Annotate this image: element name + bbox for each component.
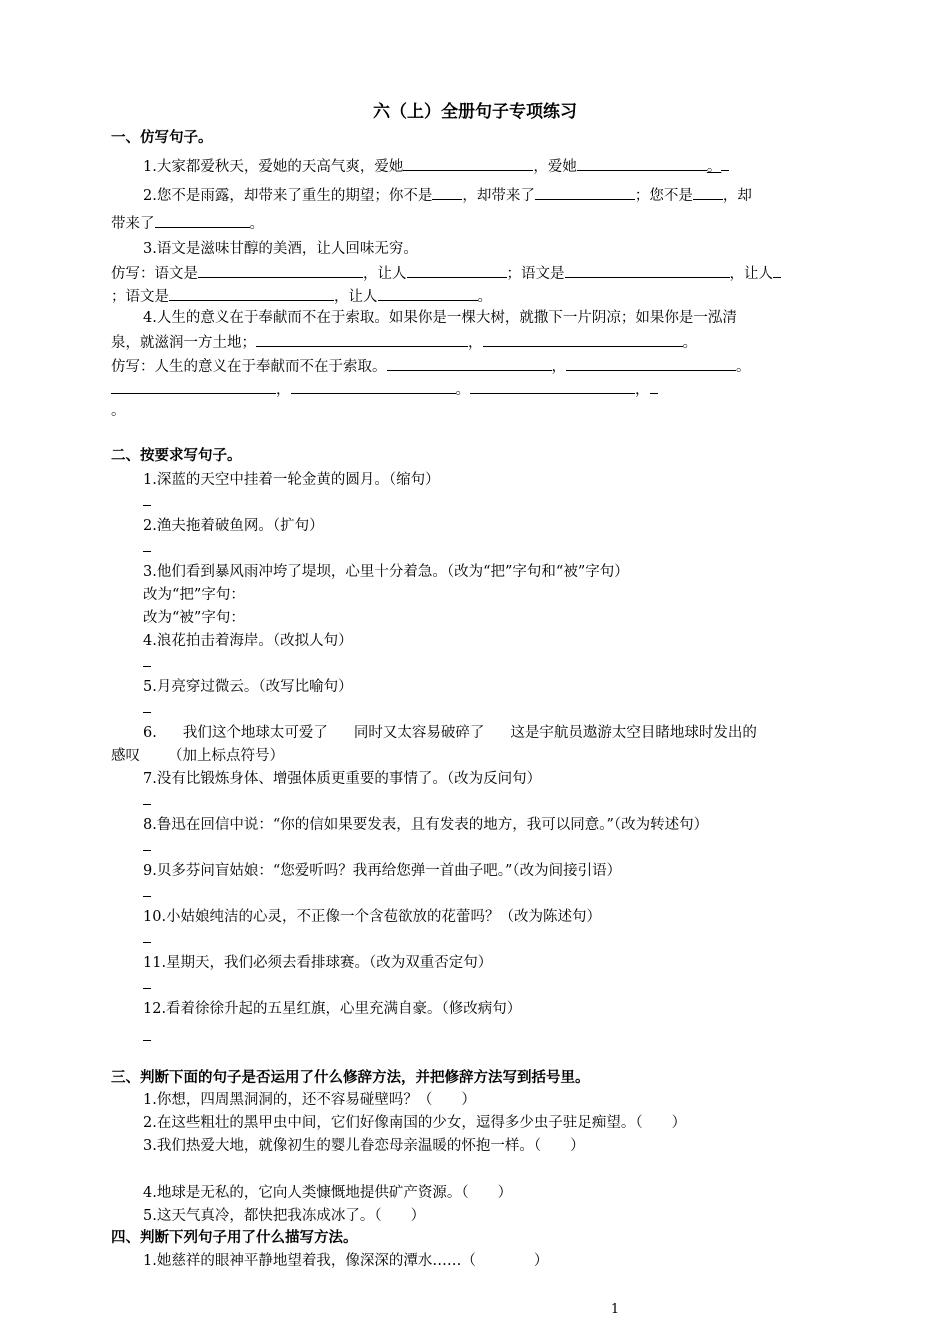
answer-blank[interactable] [378,285,478,301]
s2-q7: 7.没有比锻炼身体、增强体质更重要的事情了。（改为反问句） [143,771,542,787]
s2-q12: 12.看着徐徐升起的五星红旗，心里充满自豪。（修改病句） [143,1001,522,1017]
answer-blank[interactable] [470,378,635,394]
answer-blank[interactable] [535,184,635,200]
s3-q2: 2.在这些粗壮的黑甲虫中间，它们好像南国的少女，逗得多少虫子驻足痴望。（ ） [143,1115,687,1131]
s1-q4: 4.人生的意义在于奉献而不在于索取。如果你是一棵大树，就撒下一片阴凉；如果你是一泓清 [143,310,737,326]
answer-blank[interactable] [407,262,507,278]
s4-q1: 1.她慈祥的眼神平静地望着我，像深深的潭水……（ ） [143,1253,549,1269]
s2-q3: 3.他们看到暴风雨冲垮了堤坝，心里十分着急。（改为“把”字句和“被”字句） [143,564,629,580]
s3-q3: 3.我们热爱大地，就像初生的婴儿眷恋母亲温暖的怀抱一样。（ ） [143,1138,585,1154]
answer-blank[interactable] [256,331,468,347]
s1-q3-imitation-1: 仿写：语文是 ，让人 ；语文是 ，让人 [111,262,781,284]
answer-blank[interactable] [483,331,683,347]
answer-blank[interactable] [773,262,781,278]
answer-blank[interactable] [291,378,456,394]
answer-line[interactable] [143,804,151,805]
s2-q11: 11.星期天，我们必须去看排球赛。（改为双重否定句） [143,955,493,971]
s2-q2: 2.渔夫拖着破鱼网。（扩句） [143,518,324,534]
s1-q3: 3.语文是滋味甘醇的美酒，让人回味无穷。 [143,241,418,257]
s1-q4-end: 。 [111,403,126,419]
page-number: 1 [610,1302,620,1317]
answer-blank[interactable] [650,378,658,394]
answer-blank[interactable] [169,285,334,301]
answer-line[interactable] [143,551,151,552]
answer-blank[interactable] [111,378,276,394]
section-3-heading: 三、判断下面的句子是否运用了什么修辞方法，并把修辞方法写到括号里。 [111,1070,590,1086]
answer-line[interactable] [143,1040,151,1041]
s1-q4-imitation-2: ， 。 ， [111,378,658,400]
section-4-heading: 四、判断下列句子用了什么描写方法。 [111,1230,358,1246]
s2-q9: 9.贝多芬问盲姑娘：“您爱听吗？我再给您弹一首曲子吧。”（改为间接引语） [143,863,622,879]
s1-q1: 1.大家都爱秋天，爱她的天高气爽，爱她 ，爱她 。 [143,155,729,177]
answer-blank[interactable] [198,262,363,278]
answer-line[interactable] [143,712,151,713]
answer-blank[interactable] [387,355,552,371]
answer-line[interactable] [143,850,151,851]
s1-q4-imitation-1: 仿写：人生的意义在于奉献而不在于索取。 ， 。 [111,355,751,377]
s1-q3-imitation-2: ；语文是 ，让人 。 [111,285,492,307]
answer-line[interactable] [143,988,151,989]
answer-blank[interactable] [693,184,723,200]
answer-blank[interactable] [577,155,707,171]
answer-line[interactable] [143,942,151,943]
answer-blank[interactable] [155,212,250,228]
answer-blank[interactable] [432,184,462,200]
section-1-heading: 一、仿写句子。 [111,130,213,146]
s1-q2: 2.您不是雨露，却带来了重生的期望；你不是 ，却带来了 ；您不是 ，却 [143,184,752,206]
answer-blank[interactable] [721,155,729,171]
s2-q3-ba: 改为“把”字句： [143,587,245,603]
page-title: 六（上）全册句子专项练习 [373,102,577,122]
answer-blank[interactable] [403,155,533,171]
s2-q8: 8.鲁迅在回信中说：“你的信如果要发表，且有发表的地方，我可以同意。”（改为转述句） [143,817,709,833]
s2-q6: 6. 我们这个地球太可爱了 同时又太容易破碎了 这是宇航员遨游太空目睹地球时发出的 [143,725,757,741]
s3-q1: 1.你想，四周黑洞洞的，还不容易碰壁吗？（ ） [143,1092,476,1108]
answer-blank[interactable] [565,262,730,278]
s3-q5: 5.这天气真冷，都快把我冻成冰了。（ ） [143,1208,426,1224]
answer-line[interactable] [143,896,151,897]
s2-q3-bei: 改为“被”字句： [143,610,245,626]
s2-q5: 5.月亮穿过微云。（改写比喻句） [143,679,353,695]
section-2-heading: 二、按要求写句子。 [111,448,242,464]
s2-q1: 1.深蓝的天空中挂着一轮金黄的圆月。（缩句） [143,472,440,488]
answer-line[interactable] [143,505,151,506]
answer-line[interactable] [143,666,151,667]
s2-q6-cont: 感叹 （加上标点符号） [111,748,284,764]
s2-q10: 10.小姑娘纯洁的心灵，不正像一个含苞欲放的花蕾吗？（改为陈述句） [143,909,602,925]
answer-blank[interactable] [566,355,736,371]
s2-q4: 4.浪花拍击着海岸。（改拟人句） [143,633,353,649]
s1-q4-cont: 泉，就滋润一方土地； ， 。 [111,331,697,353]
s1-q2-cont: 带来了 。 [111,212,264,234]
s3-q4: 4.地球是无私的，它向人类慷慨地提供矿产资源。（ ） [143,1185,513,1201]
